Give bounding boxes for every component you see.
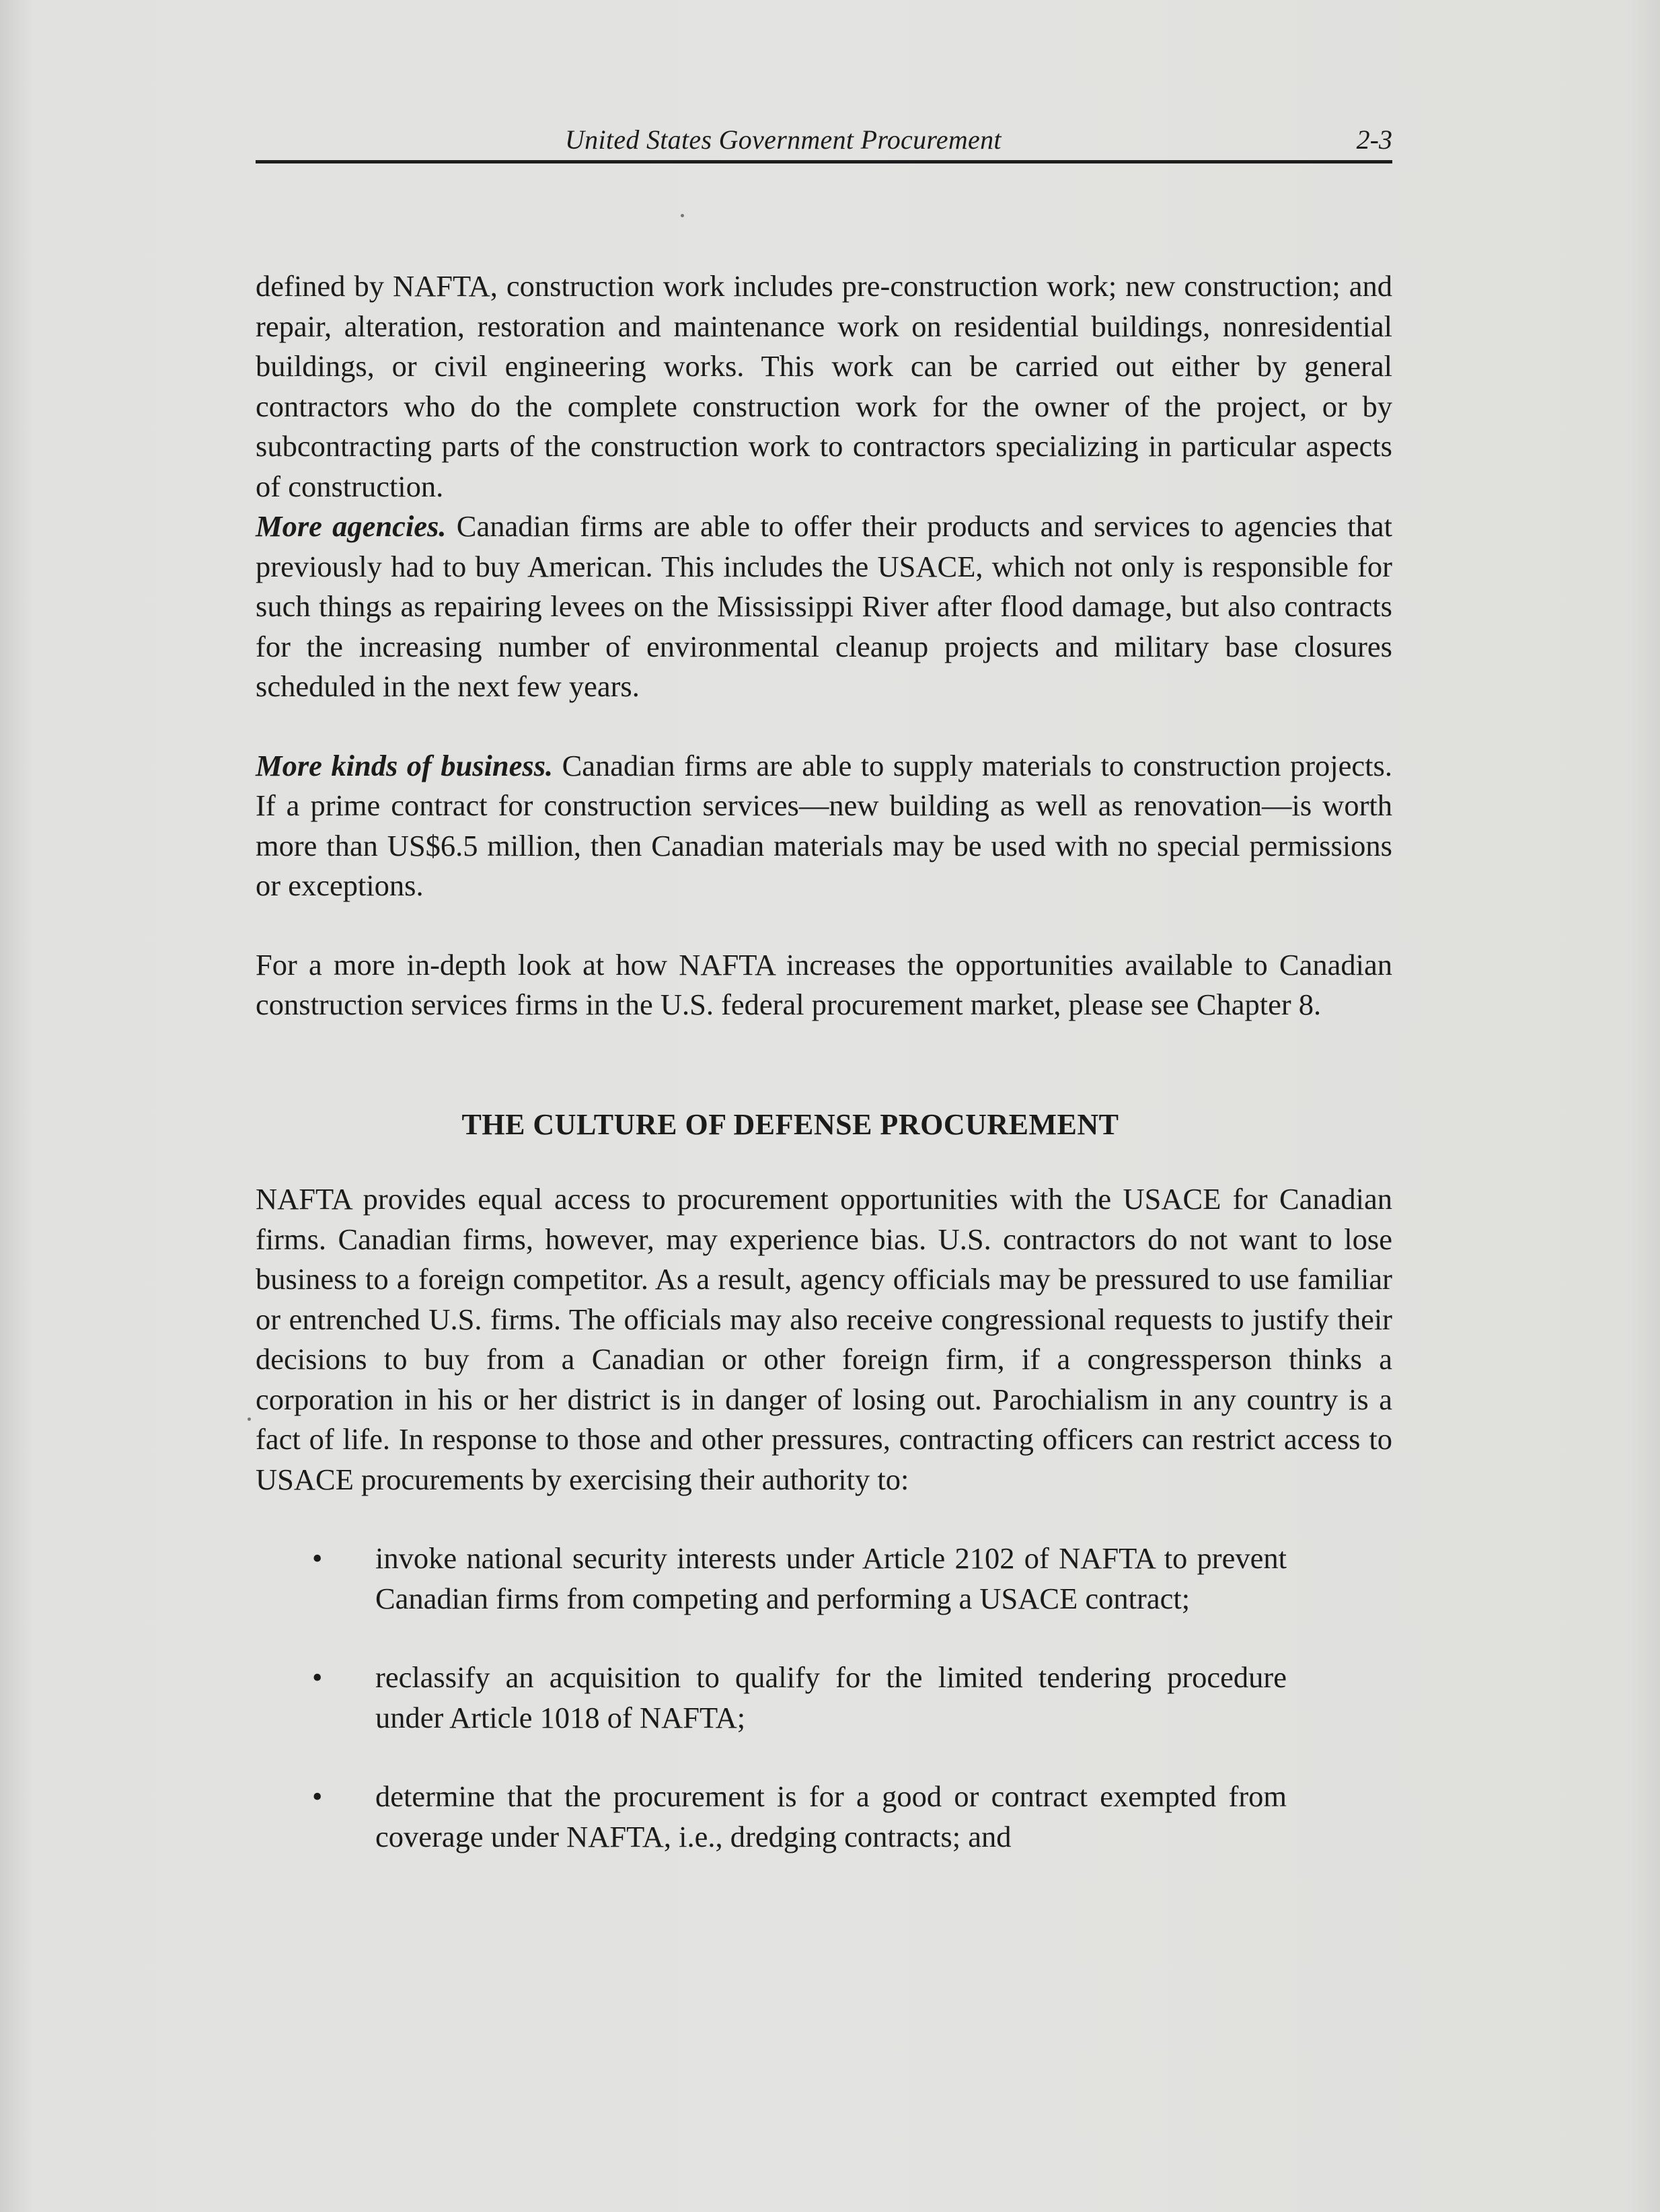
bullet-icon: • [312,1661,323,1694]
paragraph-culture-intro: NAFTA provides equal access to procurement opportunities with the USACE for Canadian firms. Canadian firms, however, may experience bias. U.S. contractors do not want to lose business to a foreign competitor. As a result, agency officials may be pressured to use familiar or entrenched U.S. firms. The officials may also receive congressional requests to justify their decisions to buy from a Canadian or other foreign firm, if a congressperson thinks a corporation in his or her district is in danger of losing out. Parochialism in any country is a fact of life. In response to those and other pressures, contracting officers can restrict access to USACE procurements by exercising their authority to: [256,1182,1392,1496]
list-item-text: determine that the procurement is for a good or contract exempted from coverage under NAFTA, i.e., dredging contracts; and [375,1779,1287,1853]
bullet-icon: • [312,1780,323,1813]
paragraph-chapter-reference: For a more in-depth look at how NAFTA increases the opportunities available to Canadian construction services firms in the U.S. federal procurement market, please see Chapter 8. [256,947,1392,1021]
list-item [256,1777,1287,1857]
body-text [256,266,1392,1896]
run-in-heading-more-kinds: More kinds of business. [256,748,554,782]
section-heading: THE CULTURE OF DEFENSE PROCUREMENT [461,1107,1119,1141]
bullet-icon: • [312,1542,323,1575]
paragraph-more-agencies-text: Canadian firms are able to offer their products and services to agencies that previously had to buy American. This includes the USACE, which not only is responsible for such things as repairing levees on the Mississippi River after flood damage, but also contracts for the increasing number of environmental cleanup projects and military base closures scheduled in the next few years. [256,509,1392,703]
list-item-text: reclassify an acquisition to qualify for the limited tendering procedure under Article 1018 of NAFTA; [375,1660,1287,1734]
paragraph-more-kinds-text: Canadian firms are able to supply materials to construction projects. If a prime contract for construction services—new building as well as renovation—is worth more than US$6.5 million, then Canadian materials may be used with no special permissions or exceptions. [256,748,1392,902]
running-title: United States Government Procurement [565,124,1002,155]
page-number: 2-3 [1356,124,1392,155]
paper-speck [681,214,684,217]
run-in-heading-more-agencies: More agencies. [256,509,447,543]
paper-speck [248,1417,251,1421]
list-item-text: invoke national security interests under Article 2102 of NAFTA to prevent Canadian firms from competing and performing a USACE contract; [375,1541,1287,1615]
running-header [256,120,1392,163]
paragraph-more-agencies [256,507,1392,707]
authority-list [256,1539,1392,1857]
paragraph-more-kinds-of-business [256,746,1392,906]
list-item [256,1658,1287,1738]
list-item [256,1539,1287,1619]
paragraph-construction-definition: defined by NAFTA, construction work includes pre-construction work; new construction; and repair, alteration, restoration and maintenance work on residential buildings, nonresidential buildings, or civil engineering works. This work can be carried out either by general contractors who do the complete construction work for the owner of the project, or by subcontracting parts of the construction work to contractors specializing in particular aspects of construction. [256,269,1392,503]
